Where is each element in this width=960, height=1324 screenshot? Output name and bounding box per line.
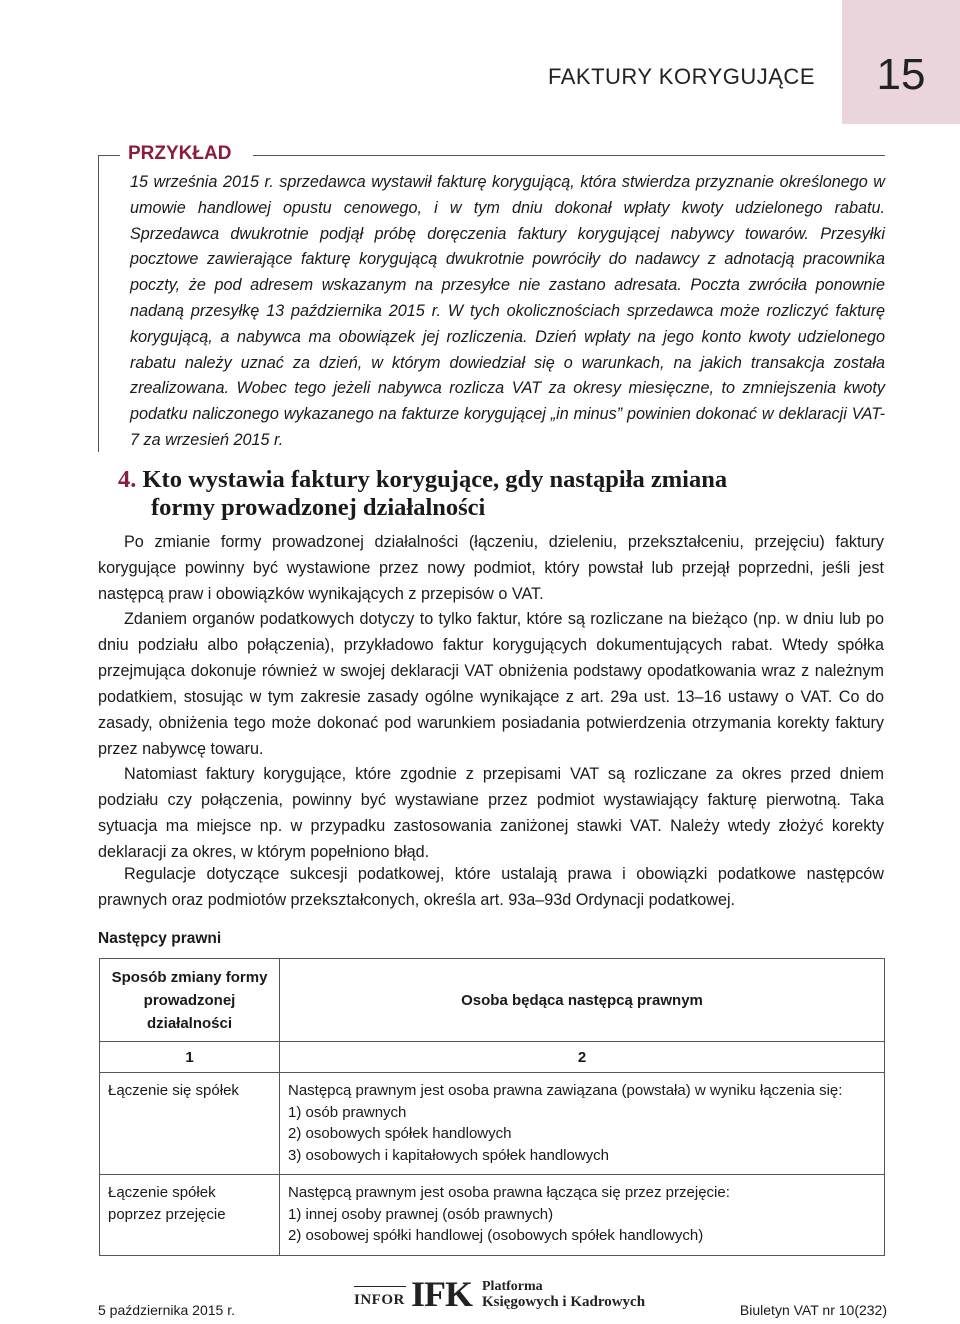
table-cell-method: Łączenie spółek poprzez przejęcie xyxy=(100,1175,280,1256)
table-row xyxy=(100,1073,885,1175)
paragraph-4: Regulacje dotyczące sukcesji podatkowej, które ustalają prawa i obowiązki podatkowe następców prawnych oraz podmiotów przekształconych, określa art. 93a–93d Ordynacji podatkowej. xyxy=(98,865,884,909)
table-header-row xyxy=(100,959,885,1042)
publisher-logo xyxy=(354,1274,654,1314)
successor-list xyxy=(288,1204,876,1247)
table-row xyxy=(100,1175,885,1256)
successors-table xyxy=(99,958,885,1256)
table-header-method: Sposób zmiany formy prowadzonej działalności xyxy=(100,959,280,1042)
running-head: FAKTURY KORYGUJĄCE xyxy=(548,64,815,89)
table-cell-successor xyxy=(280,1073,885,1175)
column-number-1: 1 xyxy=(100,1042,280,1073)
list-item: 2) osobowej spółki handlowej (osobowych spółek handlowych) xyxy=(288,1227,704,1244)
logo-ifk: IFK xyxy=(411,1274,473,1314)
column-number-2: 2 xyxy=(280,1042,885,1073)
example-frame-top-left xyxy=(98,155,120,156)
logo-ksiegowych: Księgowych i Kadrowych xyxy=(482,1294,646,1310)
logo-rule xyxy=(354,1286,406,1287)
table-cell-method: Łączenie się spółek xyxy=(100,1073,280,1175)
successor-list xyxy=(288,1102,876,1167)
list-item: 3) osobowych i kapitałowych spółek handlowych xyxy=(288,1146,610,1164)
paragraph-1: Po zmianie formy prowadzonej działalności (łączeniu, dzieleniu, przekształceniu, przejęciu) faktury korygujące powinny być wystawione przez nowy podmiot, który powstał lub przejął poprzedni, jeśli jest następcą praw i obowiązków wynikających z przepisów o VAT. xyxy=(98,533,884,603)
table-column-numbers xyxy=(100,1042,885,1073)
example-frame-left xyxy=(98,155,99,452)
paragraph-3: Natomiast faktury korygujące, które zgodnie z przepisami VAT są rozliczane za okres przed dniem podziału czy połączenia, powinny być wystawiane przez podmiot wystawiający fakturę pierwotną. Taka sytuacja ma miejsce np. w przypadku zastosowania zaniżonej stawki VAT. Należy wtedy złożyć korekty deklaracji za okres, w którym popełniono błąd. xyxy=(98,765,884,861)
successor-intro: Następcą prawnym jest osoba prawna zawiązana (powstała) w wyniku łączenia się: xyxy=(288,1082,843,1099)
section-title-line2: formy prowadzonej działalności xyxy=(151,494,486,521)
footer-publication: Biuletyn VAT nr 10(232) xyxy=(739,1302,887,1318)
page-number: 15 xyxy=(876,50,926,99)
section-title-line1: Kto wystawia faktury korygujące, gdy nastąpiła zmiana xyxy=(142,466,728,493)
paragraph-2: Zdaniem organów podatkowych dotyczy to tylko faktur, które są rozliczane na bieżąco (np. w dniu lub po dniu podziału albo połączenia), przykładowo faktur korygujących dokumentujących rabat. Wtedy spółka przejmująca dokonuje również w swojej deklaracji VAT obniżenia podstawy opodatkowania wraz z należnym podatkiem, stosując w tym zakresie zasady ogólne wynikające z art. 29a ust. 13–16 ustawy o VAT. Co do zasady, obniżenia tego może dokonać pod warunkiem posiadania potwierdzenia otrzymania korekty faktury przez nabywcę towaru. xyxy=(98,610,884,758)
section-heading xyxy=(118,466,858,522)
list-item: 2) osobowych spółek handlowych xyxy=(288,1125,512,1142)
logo-infor: INFOR xyxy=(354,1292,405,1308)
table-caption: Następcy prawni xyxy=(98,930,222,947)
example-label: PRZYKŁAD xyxy=(128,143,232,164)
example-frame-top xyxy=(253,155,885,156)
section-number: 4. xyxy=(118,466,137,493)
table-header-successor: Osoba będąca następcą prawnym xyxy=(280,959,885,1042)
example-text: 15 września 2015 r. sprzedawca wystawił fakturę korygującą, która stwierdza przyznanie określonego w umowie handlowej opustu cenowego, i w tym dniu dokonał wpłaty kwoty udzielonego rabatu. Sprzedawca dwukrotnie podjął próbę doręczenia faktury korygującej nabywcy towarów. Przesyłki pocztowe zawierające fakturę korygującą dwukrotnie powróciły do nadawcy z adnotacją pracownika poczty, że pod adresem wskazanym na przesyłce nie zastano adresata. Poczta zwróciła ponownie nadaną przesyłkę 13 października 2015 r. W tych okolicznościach sprzedawca może rozliczyć fakturę korygującą, a nabywca ma obowiązek jej rozliczenia. Dzień wpłaty na jego konto kwoty udzielonego rabatu należy uznać za dzień, w którym dowiedział się o warunkach, na jakich transakcja została zrealizowana. Wobec tego jeżeli nabywca rozlicza VAT za okresy miesięczne, to zmniejszenia kwoty podatku naliczonego wykazanego na fakturze korygującej „in minus” powinien dokonać w deklaracji VAT-7 za wrzesień 2015 r. xyxy=(130,173,885,449)
list-item: 1) innej osoby prawnej (osób prawnych) xyxy=(288,1205,554,1223)
successor-intro: Następcą prawnym jest osoba prawna łącząca się przez przejęcie: xyxy=(288,1184,730,1201)
logo-platforma: Platforma xyxy=(482,1279,543,1294)
list-item: 1) osób prawnych xyxy=(288,1103,407,1121)
table-cell-successor xyxy=(280,1175,885,1256)
footer-date: 5 października 2015 r. xyxy=(98,1302,235,1318)
